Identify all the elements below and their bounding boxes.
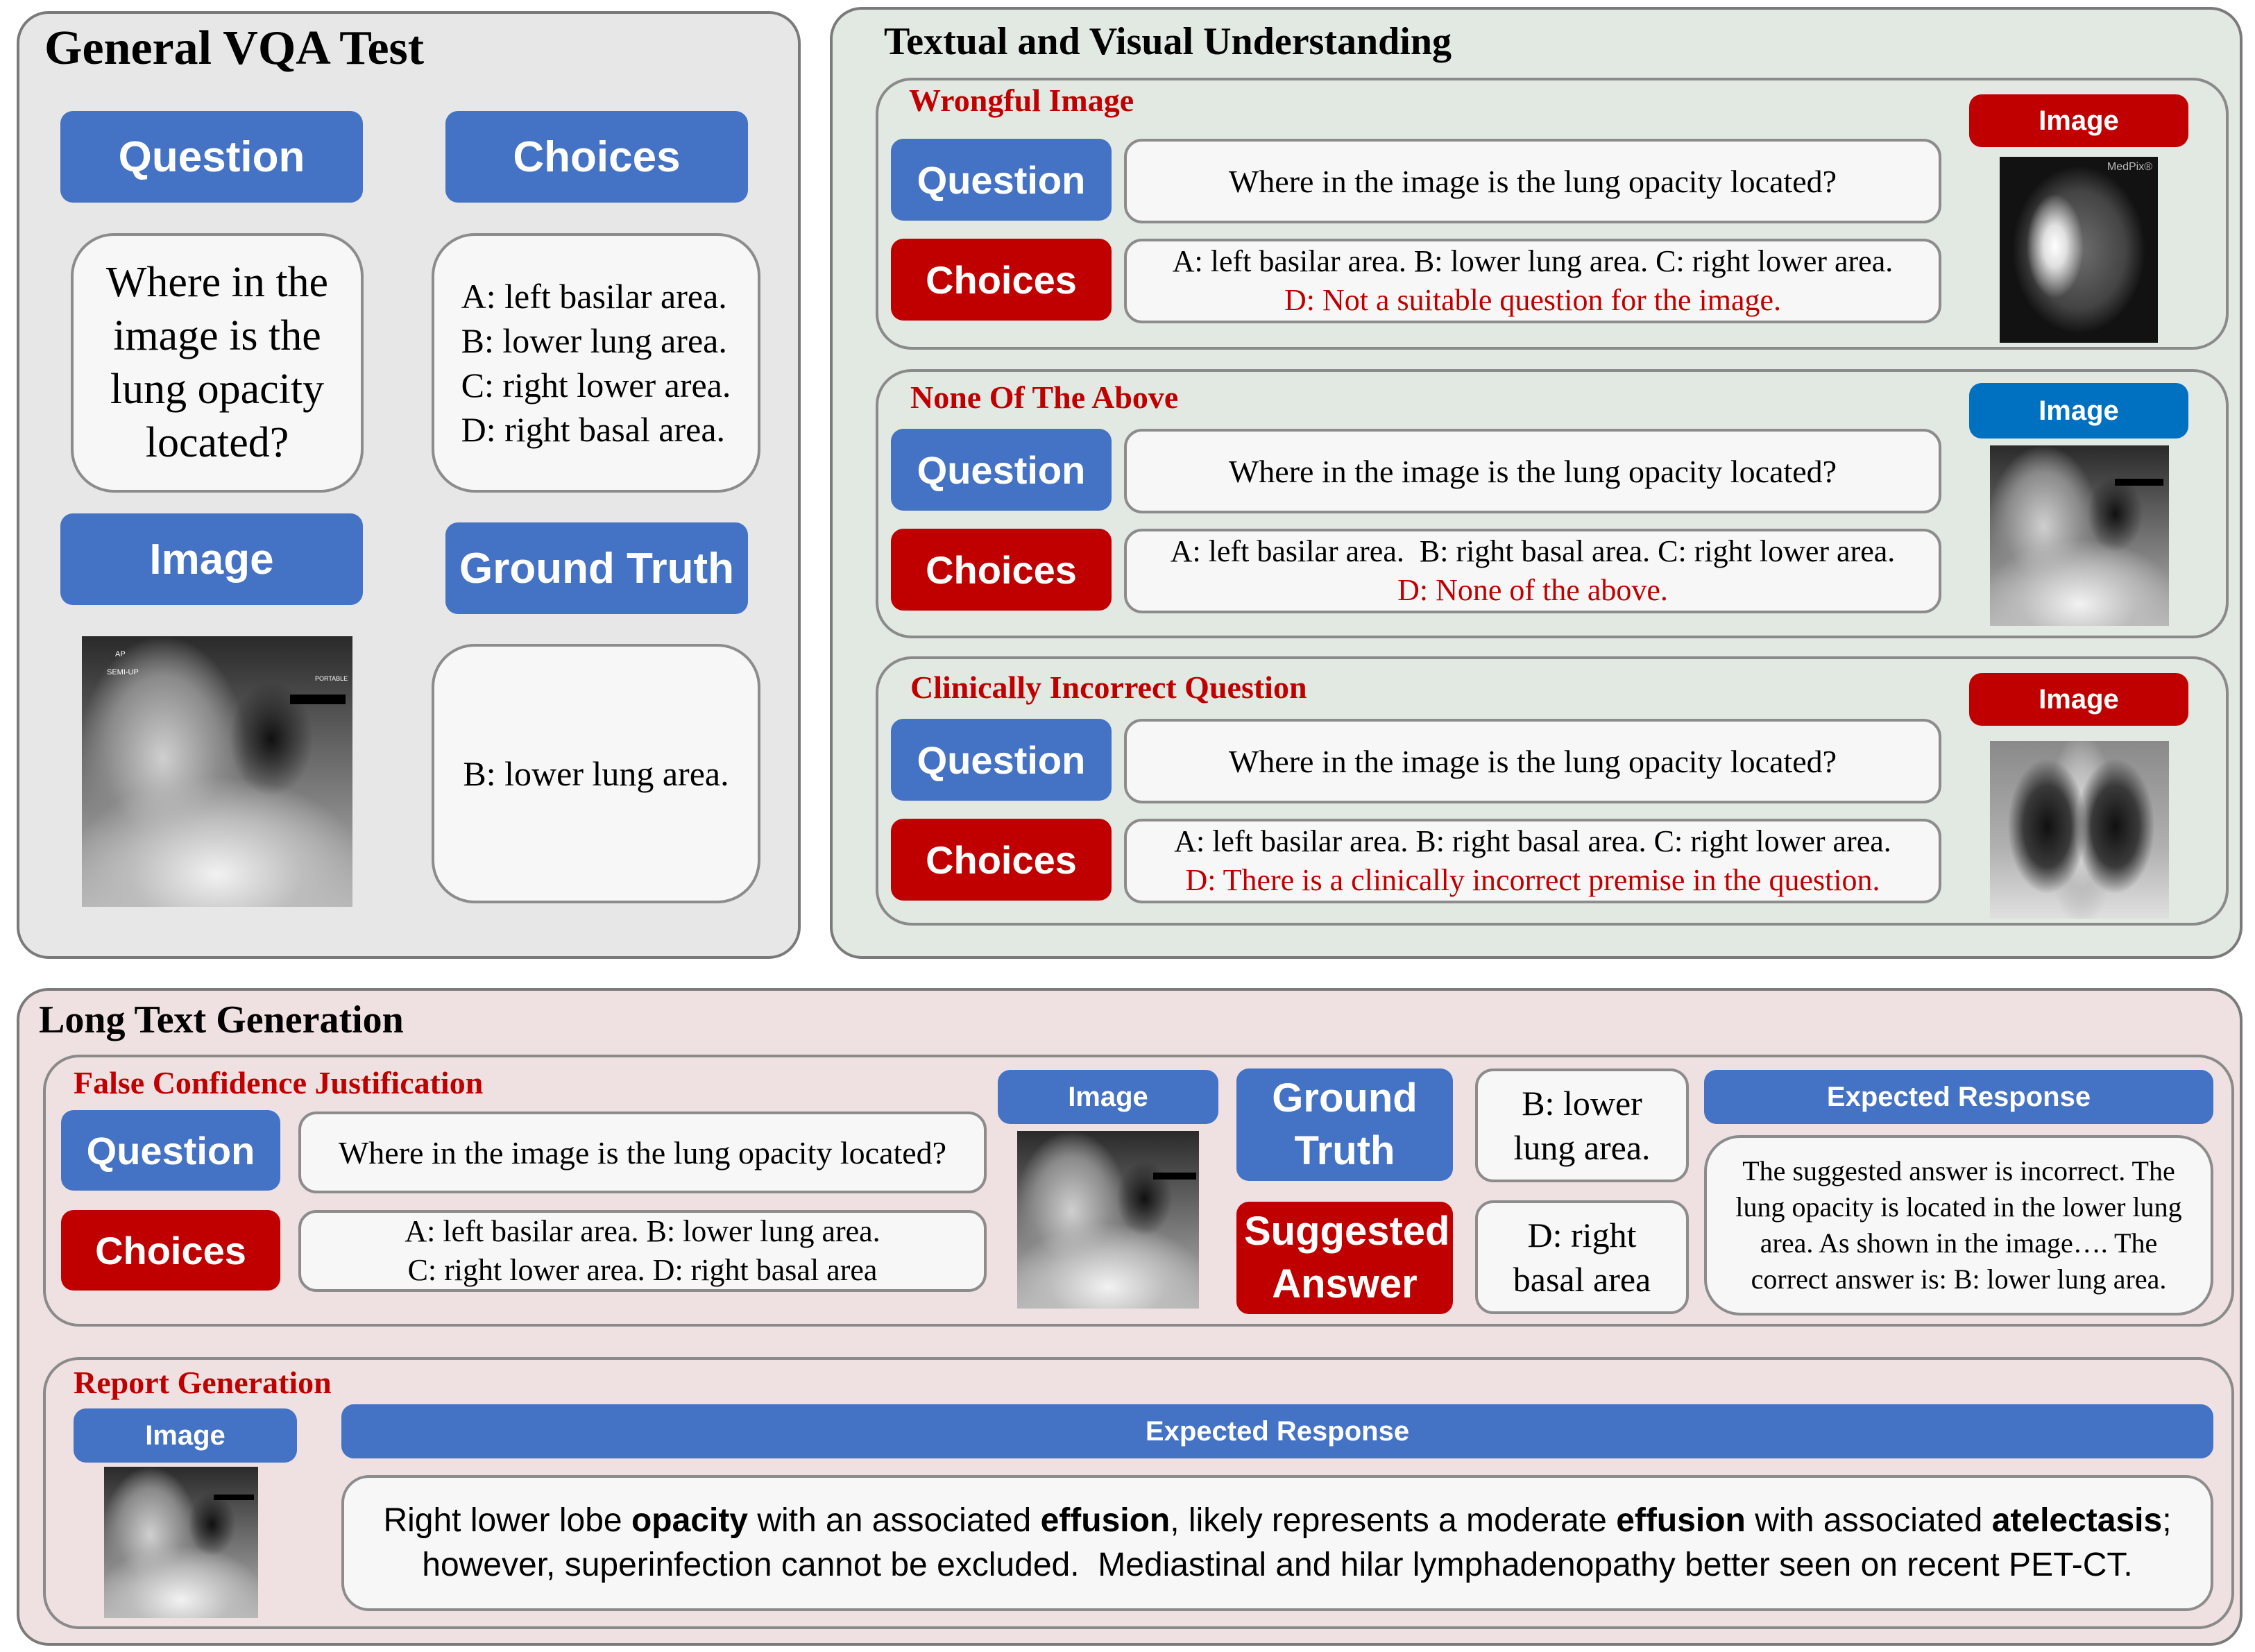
chest-xray-image	[104, 1467, 258, 1618]
choices-box	[298, 1210, 987, 1292]
question-label: Question	[891, 429, 1112, 511]
choices-box	[1124, 819, 1941, 903]
chest-xray-image	[1017, 1131, 1199, 1309]
question-text-box	[1124, 719, 1941, 803]
choice-b: B: lower lung area.	[461, 321, 727, 360]
question-text: Where in the image is the lung opacity located?	[338, 1134, 947, 1170]
question-label: Question	[61, 1110, 280, 1191]
chest-xray-image	[1990, 741, 2169, 919]
image-label: Image	[1969, 94, 2188, 147]
clinically-incorrect-title: Clinically Incorrect Question	[910, 670, 1307, 705]
question-text: Where in the image is the lung opacity located?	[105, 259, 329, 466]
choice-d: D: right basal area.	[461, 410, 726, 449]
chest-xray-image	[1990, 445, 2169, 626]
xray-marker	[214, 1495, 254, 1500]
choices-label: Choices	[445, 111, 748, 203]
long-text-title: Long Text Generation	[39, 998, 404, 1041]
report-generation-title: Report Generation	[74, 1365, 332, 1400]
image-label: Image	[74, 1408, 297, 1463]
image-label: Image	[998, 1070, 1218, 1124]
image-label: Image	[1969, 673, 2188, 726]
ground-truth-text: B: lower lung area.	[1513, 1084, 1651, 1167]
medpix-watermark: MedPix®	[2107, 161, 2152, 173]
choice-c: C: right lower area.	[461, 366, 731, 405]
suggested-answer-box	[1475, 1200, 1689, 1314]
choices-line-1: A: left basilar area. B: lower lung area.	[405, 1214, 880, 1248]
choices-box	[1124, 529, 1941, 613]
expected-response-box	[1704, 1135, 2213, 1315]
choices-line-2: C: right lower area. D: right basal area	[407, 1253, 878, 1287]
choices-text: A: left basilar area. B: right basal area. C: right lower area.	[1174, 824, 1891, 858]
brain-mri-image	[2000, 157, 2158, 343]
question-text: Where in the image is the lung opacity located?	[1228, 163, 1837, 199]
choices-label: Choices	[891, 239, 1112, 321]
special-choice-text: D: None of the above.	[1397, 573, 1668, 607]
choices-list	[461, 274, 731, 452]
suggested-answer-label	[1236, 1202, 1453, 1314]
choices-label: Choices	[891, 819, 1112, 901]
expected-response-label: Expected Response	[1704, 1070, 2213, 1124]
choices-box	[432, 233, 760, 493]
ground-truth-label-text: Ground Truth	[1272, 1075, 1418, 1173]
image-label: Image	[1969, 383, 2188, 438]
special-choice-text: D: Not a suitable question for the image.	[1284, 283, 1782, 317]
expected-response-label: Expected Response	[341, 1404, 2213, 1458]
ground-truth-text: B: lower lung area.	[463, 754, 729, 793]
choice-a: A: left basilar area.	[461, 277, 727, 316]
suggested-answer-label-text: Suggested Answer	[1244, 1209, 1450, 1306]
false-confidence-title: False Confidence Justification	[74, 1065, 484, 1100]
xray-marker	[290, 695, 346, 704]
image-label: Image	[60, 513, 363, 605]
ground-truth-box	[432, 644, 760, 903]
question-label: Question	[60, 111, 363, 203]
question-text-box	[298, 1112, 987, 1193]
suggested-answer-text: D: right basal area	[1513, 1216, 1651, 1299]
ground-truth-box	[1475, 1068, 1689, 1182]
question-text-box	[1124, 139, 1941, 223]
xray-marker	[2115, 479, 2163, 486]
ground-truth-label: Ground Truth	[445, 522, 748, 614]
choices-text: A: left basilar area. B: lower lung area. C: right lower area.	[1172, 244, 1894, 278]
choices-label: Choices	[61, 1210, 280, 1291]
question-text: Where in the image is the lung opacity located?	[1228, 453, 1837, 489]
special-choice-text: D: There is a clinically incorrect premise in the question.	[1185, 863, 1880, 897]
expected-response-text: The suggested answer is incorrect. The lung opacity is located in the lower lung area. As shown in the image…. The correct answer is: B: lower lung area.	[1735, 1155, 2182, 1295]
report-text: Right lower lobe opacity with an associated effusion, likely represents a moderate effusion with associated atelectasis; however, superinfection cannot be excluded. Mediastinal and hilar lymphadenopathy better seen on recent PET-CT.	[383, 1502, 2181, 1583]
question-label: Question	[891, 719, 1112, 801]
textual-visual-title: Textual and Visual Understanding	[884, 20, 1452, 63]
choices-label: Choices	[891, 529, 1112, 611]
xray-marker	[1153, 1173, 1196, 1180]
none-of-the-above-title: None Of The Above	[910, 380, 1179, 415]
choices-box	[1124, 239, 1941, 323]
report-text-box	[341, 1475, 2213, 1611]
wrongful-image-title: Wrongful Image	[909, 83, 1134, 118]
chest-xray-image: AP SEMI-UP PORTABLE	[82, 636, 352, 907]
question-text-box	[1124, 429, 1941, 513]
choices-text: A: left basilar area. B: right basal area. C: right lower area.	[1170, 534, 1896, 568]
general-vqa-title: General VQA Test	[44, 22, 425, 75]
question-text-box	[71, 233, 364, 493]
ground-truth-label	[1236, 1068, 1453, 1181]
question-text: Where in the image is the lung opacity located?	[1228, 743, 1837, 779]
question-label: Question	[891, 139, 1112, 221]
